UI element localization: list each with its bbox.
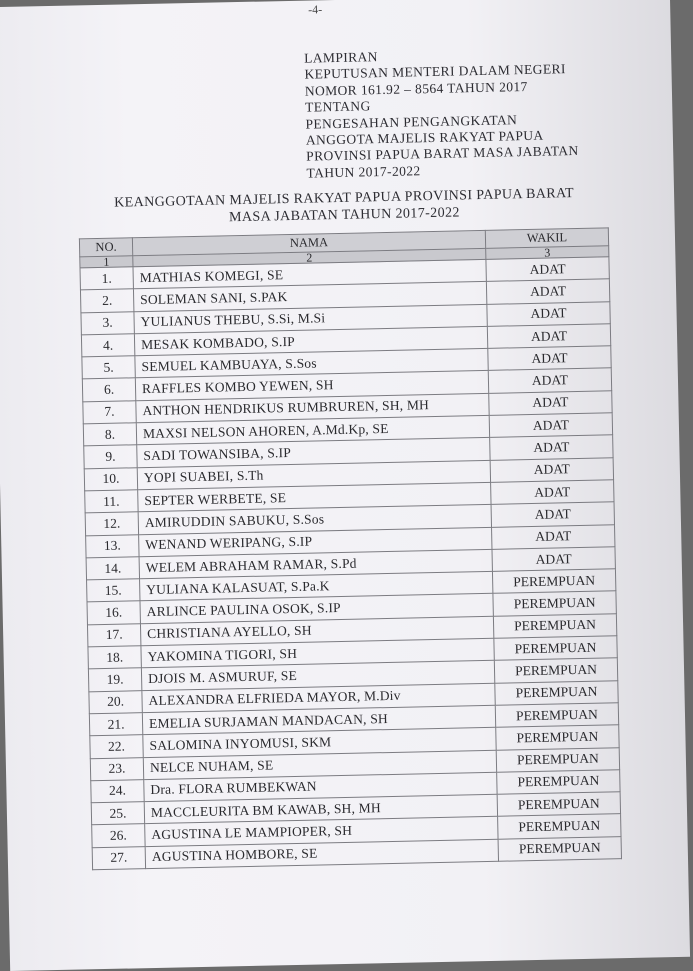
row-number: 10. xyxy=(84,467,137,490)
row-number: 12. xyxy=(85,512,138,535)
attachment-line: ANGGOTA MAJELIS RAKYAT PAPUA xyxy=(305,127,544,148)
row-number: 27. xyxy=(92,846,145,869)
row-number: 25. xyxy=(91,802,144,825)
attachment-line: TENTANG xyxy=(305,98,371,115)
representation: ADAT xyxy=(486,257,609,282)
member-name: DJOIS M. ASMURUF, SE xyxy=(141,661,494,691)
row-number: 9. xyxy=(84,445,137,468)
row-number: 19. xyxy=(88,668,141,691)
member-name: AMIRUDDIN SABUKU, S.Sos xyxy=(138,505,491,535)
page-number: -4- xyxy=(307,2,323,17)
member-name: AGUSTINA HOMBORE, SE xyxy=(145,839,498,869)
attachment-line: KEPUTUSAN MENTERI DALAM NEGERI xyxy=(304,61,566,83)
representation: ADAT xyxy=(489,413,612,438)
member-name: EMELIA SURJAMAN MANDACAN, SH xyxy=(142,705,495,735)
member-name: SEPTER WERBETE, SE xyxy=(138,482,491,512)
representation: PEREMPUAN xyxy=(498,814,621,839)
member-name: YULIANA KALASUAT, S.Pa.K xyxy=(140,571,493,601)
representation: ADAT xyxy=(488,368,611,393)
member-name: RAFFLES KOMBO YEWEN, SH xyxy=(135,371,488,401)
representation: PEREMPUAN xyxy=(493,591,616,616)
member-name: SALOMINA INYOMUSI, SKM xyxy=(143,728,496,758)
column-index: 3 xyxy=(486,246,609,260)
member-name: ANTHON HENDRIKUS RUMBRUREN, SH, MH xyxy=(136,393,489,423)
representation: PEREMPUAN xyxy=(497,770,620,795)
row-number: 7. xyxy=(83,401,136,424)
representation: ADAT xyxy=(487,301,610,326)
table-body xyxy=(80,257,621,870)
row-number: 2. xyxy=(80,289,133,312)
attachment-line: PENGESAHAN PENGANGKATAN xyxy=(305,111,518,132)
member-name: SOLEMAN SANI, S.PAK xyxy=(133,282,486,312)
row-number: 23. xyxy=(90,757,143,780)
representation: ADAT xyxy=(491,502,614,527)
representation: ADAT xyxy=(490,435,613,460)
member-name: WELEM ABRAHAM RAMAR, S.Pd xyxy=(139,549,492,579)
representation: PEREMPUAN xyxy=(495,703,618,728)
title-line-1: KEANGGOTAAN MAJELIS RAKYAT PAPUA PROVINSI PAPUA BARAT xyxy=(114,186,575,211)
row-number: 6. xyxy=(82,378,135,401)
member-name: MESAK KOMBADO, S.IP xyxy=(134,326,487,356)
member-name: YAKOMINA TIGORI, SH xyxy=(141,638,494,668)
row-number: 17. xyxy=(87,623,140,646)
row-number: 1. xyxy=(80,267,133,290)
row-number: 20. xyxy=(89,690,142,713)
members-table xyxy=(79,227,622,870)
row-number: 3. xyxy=(81,311,134,334)
member-name: MAXSI NELSON AHOREN, A.Md.Kp, SE xyxy=(136,415,489,445)
row-number: 21. xyxy=(89,713,142,736)
row-number: 16. xyxy=(87,601,140,624)
row-number: 5. xyxy=(82,356,135,379)
document-title xyxy=(84,184,605,229)
representation: PEREMPUAN xyxy=(492,569,615,594)
representation: ADAT xyxy=(491,480,614,505)
representation: PEREMPUAN xyxy=(494,636,617,661)
attachment-line: TAHUN 2017-2022 xyxy=(306,163,421,181)
representation: PEREMPUAN xyxy=(496,725,619,750)
representation: ADAT xyxy=(492,524,615,549)
member-name: SADI TOWANSIBA, S.IP xyxy=(137,438,490,468)
member-name: WENAND WERIPANG, S.IP xyxy=(139,527,492,557)
member-name: MATHIAS KOMEGI, SE xyxy=(133,259,486,289)
attachment-line: PROVINSI PAPUA BARAT MASA JABATAN xyxy=(306,143,579,165)
representation: PEREMPUAN xyxy=(497,792,620,817)
header-nama: NAMA xyxy=(132,230,485,255)
row-number: 14. xyxy=(86,557,139,580)
representation: ADAT xyxy=(486,279,609,304)
member-name: YOPI SUABEI, S.Th xyxy=(137,460,490,490)
member-name: SEMUEL KAMBUAYA, S.Sos xyxy=(135,349,488,379)
representation: PEREMPUAN xyxy=(495,680,618,705)
member-name: CHRISTIANA AYELLO, SH xyxy=(140,616,493,646)
row-number: 4. xyxy=(81,334,134,357)
representation: ADAT xyxy=(488,346,611,371)
title-line-2: MASA JABATAN TAHUN 2017-2022 xyxy=(228,205,460,226)
member-name: AGUSTINA LE MAMPIOPER, SH xyxy=(145,817,498,847)
representation: PEREMPUAN xyxy=(496,747,619,772)
representation: ADAT xyxy=(490,457,613,482)
column-index: 1 xyxy=(80,256,133,268)
member-name: NELCE NUHAM, SE xyxy=(143,750,496,780)
row-number: 24. xyxy=(91,780,144,803)
member-name: MACCLEURITA BM KAWAB, SH, MH xyxy=(144,794,497,824)
representation: PEREMPUAN xyxy=(498,836,621,861)
column-index: 2 xyxy=(133,248,486,266)
row-number: 18. xyxy=(88,646,141,669)
attachment-line: NOMOR 161.92 – 8564 TAHUN 2017 xyxy=(304,78,528,99)
member-name: ARLINCE PAULINA OSOK, S.IP xyxy=(140,594,493,624)
row-number: 8. xyxy=(83,423,136,446)
member-name: ALEXANDRA ELFRIEDA MAYOR, M.Div xyxy=(142,683,495,713)
header-no: NO. xyxy=(79,238,132,257)
row-number: 22. xyxy=(90,735,143,758)
header-wakil: WAKIL xyxy=(485,228,608,249)
row-number: 11. xyxy=(85,490,138,513)
attachment-line: LAMPIRAN xyxy=(304,49,379,66)
representation: ADAT xyxy=(492,547,615,572)
attachment-header xyxy=(304,45,579,182)
row-number: 15. xyxy=(87,579,140,602)
row-number: 26. xyxy=(92,824,145,847)
representation: ADAT xyxy=(487,324,610,349)
member-name: Dra. FLORA RUMBEKWAN xyxy=(144,772,497,802)
representation: PEREMPUAN xyxy=(493,613,616,638)
row-number: 13. xyxy=(86,534,139,557)
representation: PEREMPUAN xyxy=(494,658,617,683)
member-name: YULIANUS THEBU, S.Si, M.Si xyxy=(134,304,487,334)
representation: ADAT xyxy=(489,391,612,416)
